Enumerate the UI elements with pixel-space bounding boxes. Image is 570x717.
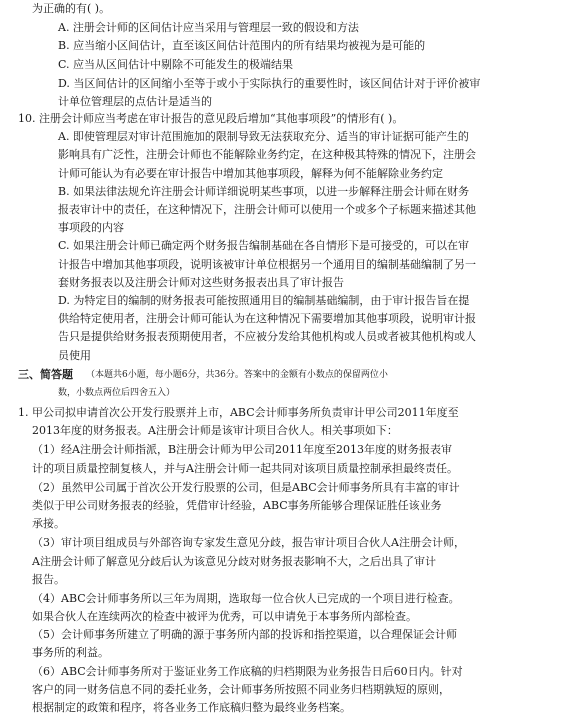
- item-3-line1: （3）审计项目组成员与外部咨询专家发生意见分歧，报告审计项目合伙人A注册会计师，: [32, 536, 465, 550]
- question-1-line1: 1. 甲公司拟申请首次公开发行股票并上市，ABC会计师事务所负责审计甲公司2011年度至: [18, 406, 459, 419]
- item-6-line3: 根据制定的政策和程序，将各业务工作底稿归整为最终业务档案。: [32, 701, 351, 714]
- q10-option-d-line2: 供给特定使用者，注册会计师可能认为在这种情况下需要增加其他事项段，说明审计报: [58, 312, 476, 326]
- q10-option-a-line2: 影响具有广泛性，注册会计师也不能解除业务约定，在这种极其特殊的情况下，注册会: [58, 148, 476, 162]
- item-3-line2: A注册会计师了解意见分歧后认为该意见分歧对财务报表影响不大，之后出具了审计: [32, 554, 436, 568]
- item-5-line1: （5）会计师事务所建立了明确的源于事务所内部的投诉和指控渠道，以合理保证会计师: [32, 628, 457, 642]
- q10-option-a-line3: 计师可能认为有必要在审计报告中增加其他事项段，解释为何不能解除业务约定: [58, 166, 443, 180]
- item-3-line3: 报告。: [32, 572, 65, 586]
- q10-option-b-line3: 事项段的内容: [58, 221, 124, 235]
- section-note-line2: 数，小数点两位后四舍五入）: [58, 387, 176, 398]
- option-d-line1: D. 当区间估计的区间缩小至等于或小于实际执行的重要性时，该区间估计对于评价被审: [58, 76, 481, 90]
- question-stem-tail: 为正确的有( )。: [32, 1, 111, 15]
- item-2-line2: 类似于甲公司财务报表的经验，凭借审计经验，ABC事务所能够合理保证胜任该业务: [32, 498, 442, 512]
- q10-option-d-line3: 告只是提供给财务报表预期使用者，不应被分发给其他机构或人员或者被其他机构或人: [58, 330, 476, 344]
- q10-option-b-line2: 报表审计中的责任，在这种情况下，注册会计师可以使用一个或多个子标题来描述其他: [58, 203, 476, 216]
- item-6-line1: （6）ABC会计师事务所对于鉴证业务工作底稿的归档期限为业务报告日后60日内。针对: [32, 664, 463, 678]
- q10-option-b-line1: B. 如果法律法规允许注册会计师详细说明某些事项，以进一步解释注册会计师在财务: [58, 184, 470, 198]
- q10-option-d-line4: 员使用: [58, 348, 91, 362]
- q10-option-d-line1: D. 为特定目的编制的财务报表可能按照通用目的编制基础编制，由于审计报告旨在提: [58, 294, 470, 307]
- item-1-line1: （1）经A注册会计师指派，B注册会计师为甲公司2011年度至2013年度的财务报表审: [32, 443, 453, 457]
- option-d-line2: 计单位管理层的点估计是适当的: [58, 94, 212, 108]
- item-4-line1: （4）ABC会计师事务所以三年为周期，选取每一位合伙人已完成的一个项目进行检查。: [32, 591, 460, 605]
- item-5-line2: 事务所的利益。: [32, 646, 109, 660]
- item-6-line2: 客户的同一财务信息不同的委托业务，会计师事务所按照不同业务归档期孰短的原则，: [32, 682, 450, 696]
- item-4-line2: 如果合伙人在连续两次的检查中被评为优秀，可以申请免于本事务所内部检查。: [32, 610, 417, 623]
- q10-option-c-line3: 套财务报表以及注册会计师对这些财务报表出具了审计报告: [58, 275, 344, 289]
- q10-option-c-line1: C. 如果注册会计师已确定两个财务报告编制基础在各自情形下是可接受的，可以在审: [58, 239, 470, 253]
- option-b: B. 应当缩小区间估计，直至该区间估计范围内的所有结果均被视为是可能的: [58, 39, 426, 53]
- option-c: C. 应当从区间估计中剔除不可能发生的极端结果: [58, 57, 294, 71]
- item-2-line3: 承接。: [32, 517, 65, 531]
- question-1-line2: 2013年度的财务报表。A注册会计师是该审计项目合伙人。相关事项如下：: [32, 424, 398, 438]
- q10-option-a-line1: A. 即使管理层对审计范围施加的限制导致无法获取充分、适当的审计证据可能产生的: [58, 130, 469, 144]
- option-a: A. 注册会计师的区间估计应当采用与管理层一致的假设和方法: [58, 21, 359, 35]
- q10-option-c-line2: 计报告中增加其他事项段，说明该被审计单位根据另一个通用目的编制基础编制了另一: [58, 257, 476, 271]
- item-1-line2: 计的项目质量控制复核人，并与A注册会计师一起共同对该项目质量控制承担最终责任。: [32, 461, 458, 475]
- section-note-line1: （本题共6小题，每小题6分，共36分。答案中的金额有小数点的保留两位小: [86, 369, 388, 380]
- item-2-line1: （2）虽然甲公司属于首次公开发行股票的公司，但是ABC会计师事务所具有丰富的审计: [32, 480, 460, 494]
- question-10-stem: 10. 注册会计师应当考虑在审计报告的意见段后增加“其他事项段”的情形有( )。: [18, 112, 404, 125]
- section-title: 三、简答题: [18, 367, 73, 381]
